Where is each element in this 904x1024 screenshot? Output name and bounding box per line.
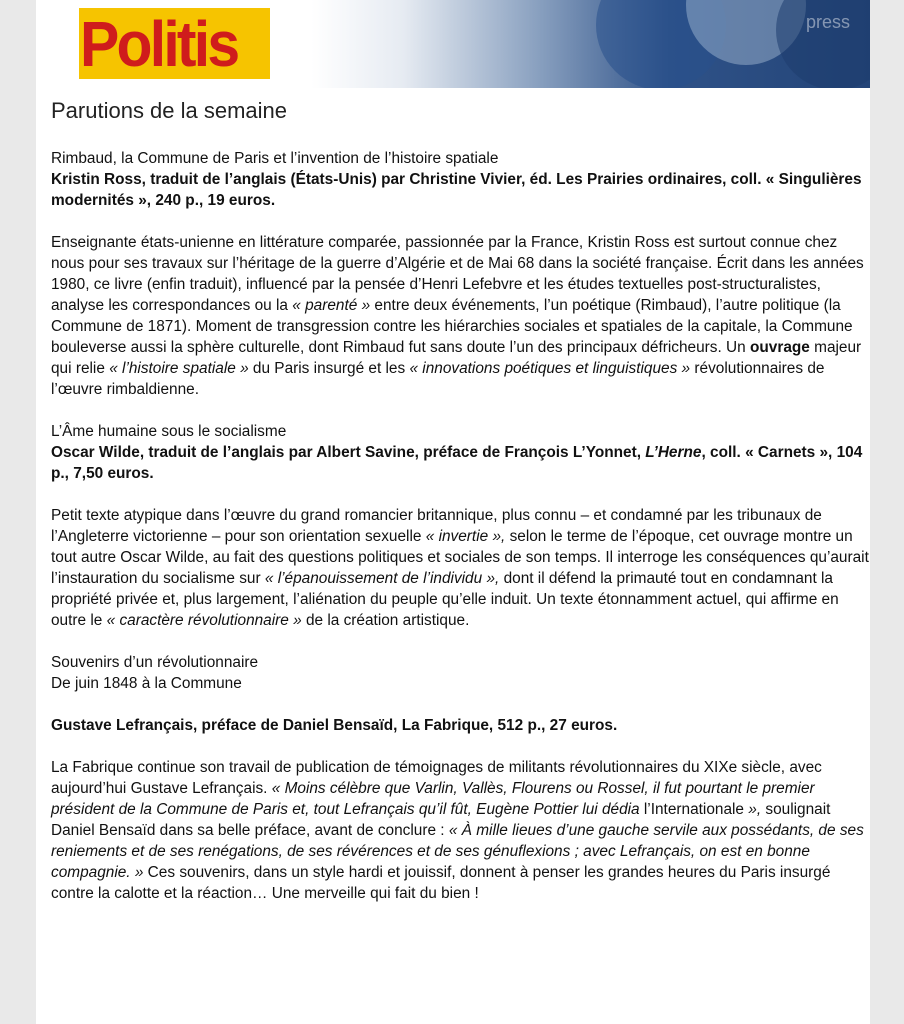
book-entry-header: [51, 652, 871, 694]
site-logo[interactable]: Politis: [80, 8, 238, 80]
page-title: Parutions de la semaine: [51, 98, 288, 123]
book-entry-header: [51, 421, 871, 484]
book-credits: Gustave Lefrançais, préface de Daniel Bensaïd, La Fabrique, 512 p., 27 euros.: [51, 717, 618, 734]
book-subtitle: De juin 1848 à la Commune: [51, 675, 242, 692]
page: [36, 0, 870, 1024]
book-review: Petit texte atypique dans l’œuvre du grand romancier britannique, plus connu – et condamné par les tribunaux de l’Angleterre victorienne – pour son orientation sexuelle « invertie », selon le terme de l’époque, cet ouvrage montre un tout autre Oscar Wilde, au fait des questions politiques et sociales de son temps. Il interroge les conséquences qu’aurait l’instauration du socialisme sur « l’épanouissement de l’individu », dont il défend la primauté tout en condamnant la propriété privée et, plus largement, l’aliénation du peuple qu’elle induit. Un texte étonnamment actuel, qui affirme en outre le « caractère révolutionnaire » de la création artistique.: [51, 507, 869, 629]
book-title: Souvenirs d’un révolutionnaire: [51, 654, 259, 671]
book-title: L’Âme humaine sous le socialisme: [51, 423, 287, 440]
book-entry-header: [51, 148, 871, 211]
book-credits: Oscar Wilde, traduit de l’anglais par Albert Savine, préface de François L’Yonnet, L’Herne, coll. « Carnets », 104 p., 7,50 euros.: [51, 444, 863, 482]
book-title: Rimbaud, la Commune de Paris et l’invention de l’histoire spatiale: [51, 150, 499, 167]
site-banner: [36, 0, 870, 88]
book-review: La Fabrique continue son travail de publication de témoignages de militants révolutionnaires du XIXe siècle, avec aujourd’hui Gustave Lefrançais. « Moins célèbre que Varlin, Vallès, Flourens ou Rossel, il fut pourtant le premier président de la Commune de Paris et, tout Lefrançais qu’il fût, Eugène Pottier lui dédia l’Internationale », soulignait Daniel Bensaïd dans sa belle préface, avant de conclure : « À mille lieues d’une gauche servile aux possédants, de ses reniements et de ses renégations, de ses révérences et de ses génuflexions ; avec Lefrançais, on est en bonne compagnie. » Ces souvenirs, dans un style hardi et jouissif, donnent à penser les grandes heures du Paris insurgé contre la calotte et la réaction… Une merveille qui fait du bien !: [51, 759, 864, 902]
book-review: Enseignante états-unienne en littérature comparée, passionnée par la France, Kristin Ross est surtout connue chez nous pour ses travaux sur l’héritage de la guerre d’Algérie et de Mai 68 dans la société française. Écrit dans les années 1980, ce livre (enfin traduit), influencé par la pensée d’Henri Lefebvre et les études textuelles post-structuralistes, analyse les correspondances ou la « parenté » entre deux événements, l’un poétique (Rimbaud), l’autre politique (la Commune de 1871). Moment de transgression contre les hiérarchies sociales et spatiales de la capitale, la Commune bouleverse aussi la sphère culturelle, dont Rimbaud fut sans doute l’un des principaux défricheurs. Un ouvrage majeur qui relie « l’histoire spatiale » du Paris insurgé et les « innovations poétiques et linguistiques » révolutionnaires de l’œuvre rimbaldienne.: [51, 234, 864, 398]
banner-decoration-word: press: [806, 12, 851, 32]
book-credits: Kristin Ross, traduit de l’anglais (États-Unis) par Christine Vivier, éd. Les Prairies ordinaires, coll. « Singulières modernités », 240 p., 19 euros.: [51, 171, 862, 209]
article-content: [51, 96, 871, 925]
